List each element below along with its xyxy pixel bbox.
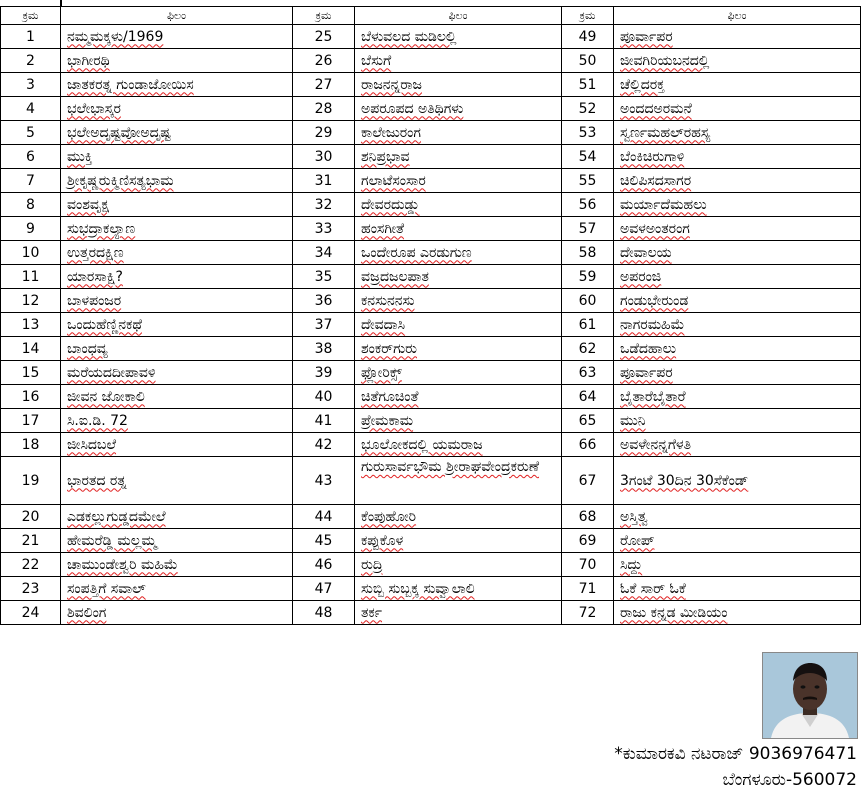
film-number: 69	[562, 529, 614, 553]
film-title-cell	[61, 145, 293, 169]
header-film: ಫಿಲಂ	[61, 7, 293, 25]
film-title: ಮರೆಯದದೀಪಾವಳಿ	[67, 364, 156, 381]
film-title: ಸುಬ್ಬಿ ಸುಬ್ಬಕ್ಕ ಸುವ್ವಾಲಾಲಿ	[361, 580, 475, 597]
film-title: ಯಾರಸಾಕ್ಷಿ?	[67, 268, 123, 285]
film-title: ಬೈತಾರೆಬೈತಾರೆ	[620, 388, 686, 405]
film-number: 30	[293, 145, 355, 169]
table-row	[1, 169, 861, 193]
film-title: ಚೆಲ್ಲಿದರಕ್ತ	[620, 76, 665, 93]
film-number: 27	[293, 73, 355, 97]
film-title: ಶಂಕರ್‌ಗುರು	[361, 340, 417, 357]
film-title-cell	[355, 265, 562, 289]
film-number: 2	[1, 49, 61, 73]
film-number: 18	[1, 433, 61, 457]
film-number: 50	[562, 49, 614, 73]
film-number: 17	[1, 409, 61, 433]
film-number: 7	[1, 169, 61, 193]
film-title: ದೇವರದುಡ್ಡು	[361, 196, 420, 213]
film-title-cell	[61, 169, 293, 193]
table-row	[1, 361, 861, 385]
film-number: 36	[293, 289, 355, 313]
film-number: 54	[562, 145, 614, 169]
film-number: 59	[562, 265, 614, 289]
table-row	[1, 457, 861, 505]
film-title: ರಾಜನನ್ನರಾಜ	[361, 76, 422, 93]
film-title-cell	[355, 337, 562, 361]
film-title: ಸಿ.ಐ.ಡಿ. 72	[67, 412, 128, 429]
film-title-cell	[614, 601, 861, 625]
film-title: ಅವಳೇನನ್ನಗೆಳತಿ	[620, 436, 692, 453]
film-title: ಗಂಡುಭೇರುಂಡ	[620, 292, 689, 309]
table-row	[1, 337, 861, 361]
film-title: ಕನಸುನನಸು	[361, 292, 415, 309]
film-title-cell	[355, 457, 562, 505]
film-number: 68	[562, 505, 614, 529]
film-title-cell	[614, 121, 861, 145]
table-row	[1, 193, 861, 217]
film-number: 8	[1, 193, 61, 217]
film-title: ನಾಗರಮಹಿಮೆ	[620, 316, 685, 333]
table-row	[1, 25, 861, 49]
film-title-cell	[61, 337, 293, 361]
film-title-cell	[61, 49, 293, 73]
film-number: 52	[562, 97, 614, 121]
author-photo	[762, 652, 858, 739]
film-title: ಅಂದದಅರಮನೆ	[620, 100, 692, 117]
film-title-cell	[614, 361, 861, 385]
table-header-row	[1, 7, 861, 25]
film-number: 10	[1, 241, 61, 265]
table-row	[1, 289, 861, 313]
film-title-cell	[355, 73, 562, 97]
film-title-cell	[61, 193, 293, 217]
film-title: ಎಡಕಲ್ಲುಗುಡ್ಡದಮೇಲೆ	[67, 508, 166, 525]
table-row	[1, 601, 861, 625]
table-row	[1, 529, 861, 553]
film-number: 65	[562, 409, 614, 433]
film-title: ನಮ್ಮಮಕ್ಕಳು/1969	[67, 28, 164, 45]
film-number: 15	[1, 361, 61, 385]
film-title-cell	[61, 313, 293, 337]
film-number: 57	[562, 217, 614, 241]
header-number: ಕ್ರಮ	[562, 7, 614, 25]
film-title: ಅವಳಅಂತರಂಗ	[620, 220, 690, 237]
film-title-cell	[355, 25, 562, 49]
film-title-cell	[355, 97, 562, 121]
film-number: 12	[1, 289, 61, 313]
film-number: 58	[562, 241, 614, 265]
film-title: ಪೂರ್ವಾಪರ	[620, 364, 673, 381]
author-credit: *ಕುಮಾರಕವಿ ನಟರಾಜ್ 9036976471	[614, 744, 857, 764]
film-title: ಗುರುಸಾರ್ವಭೌಮ ಶ್ರೀರಾಘವೇಂದ್ರಕರುಣೆ	[361, 459, 540, 475]
film-title-cell	[614, 553, 861, 577]
film-number: 28	[293, 97, 355, 121]
film-title: ಮುನಿ	[620, 412, 646, 429]
film-title-cell	[355, 169, 562, 193]
film-title-cell	[355, 313, 562, 337]
film-number: 24	[1, 601, 61, 625]
film-number: 23	[1, 577, 61, 601]
film-number: 64	[562, 385, 614, 409]
film-number: 19	[1, 457, 61, 505]
film-title: ಸುಭದ್ರಾಕಲ್ಯಾಣ	[67, 220, 136, 237]
film-title-cell	[61, 73, 293, 97]
film-number: 60	[562, 289, 614, 313]
header-number: ಕ್ರಮ	[1, 7, 61, 25]
film-number: 63	[562, 361, 614, 385]
film-number: 3	[1, 73, 61, 97]
film-number: 35	[293, 265, 355, 289]
film-title: ಅಪರೂಪದ ಅತಿಥಿಗಳು	[361, 100, 464, 117]
film-title: ಗಲಾಟೆಸಂಸಾರ	[361, 172, 426, 189]
film-number: 67	[562, 457, 614, 505]
film-number: 6	[1, 145, 61, 169]
table-row	[1, 385, 861, 409]
film-title: ಭಲೇಅದೃಷ್ಟವೋಅದೃಷ್ಟ	[67, 124, 171, 141]
film-title-cell	[355, 409, 562, 433]
film-title: ತರ್ಕ	[361, 604, 382, 621]
film-list-table	[0, 6, 861, 625]
film-title-cell	[355, 553, 562, 577]
film-title: ಸಂಪತ್ತಿಗೆ ಸವಾಲ್	[67, 580, 146, 597]
film-title: ಬಾಂಧವ್ಯ	[67, 340, 108, 357]
film-number: 72	[562, 601, 614, 625]
film-title-cell	[61, 385, 293, 409]
film-title-cell	[355, 193, 562, 217]
film-title: ಸಿದ್ದು	[620, 556, 643, 573]
film-number: 43	[293, 457, 355, 505]
film-number: 37	[293, 313, 355, 337]
header-film: ಫಿಲಂ	[614, 7, 861, 25]
film-title-cell	[614, 73, 861, 97]
film-number: 13	[1, 313, 61, 337]
film-title: ಜಾತಕರತ್ನ ಗುಂಡಾಜೋಯಿಸ	[67, 76, 194, 93]
film-title-cell	[61, 97, 293, 121]
film-title-cell	[61, 601, 293, 625]
film-title: ಹೇಮರೆಡ್ಡಿ ಮಲ್ಲಮ್ಮ	[67, 532, 157, 549]
film-number: 39	[293, 361, 355, 385]
film-number: 41	[293, 409, 355, 433]
table-row	[1, 241, 861, 265]
film-rows	[1, 25, 861, 625]
film-title: ಒಡೆದಹಾಲು	[620, 340, 677, 357]
film-title: ರೋಪ್	[620, 532, 655, 549]
table-row	[1, 49, 861, 73]
film-title-cell	[355, 217, 562, 241]
portrait-image	[763, 653, 857, 738]
film-title: ಚಿಲಿಪಿಸದಸಾಗರ	[620, 172, 692, 189]
film-number: 55	[562, 169, 614, 193]
header-number: ಕ್ರಮ	[293, 7, 355, 25]
film-title-cell	[614, 409, 861, 433]
film-title: ಶಿವಲಿಂಗ	[67, 604, 107, 621]
film-number: 31	[293, 169, 355, 193]
film-title: ರುದ್ರಿ	[361, 556, 383, 573]
film-number: 61	[562, 313, 614, 337]
film-title: ಉತ್ತರದಕ್ಷಿಣ	[67, 244, 124, 261]
film-title-cell	[61, 25, 293, 49]
film-number: 62	[562, 337, 614, 361]
film-title-cell	[355, 121, 562, 145]
film-title-cell	[614, 529, 861, 553]
film-title-cell	[61, 433, 293, 457]
film-number: 21	[1, 529, 61, 553]
film-title-cell	[355, 145, 562, 169]
film-number: 53	[562, 121, 614, 145]
table-row	[1, 433, 861, 457]
film-title-cell	[614, 217, 861, 241]
film-number: 42	[293, 433, 355, 457]
film-title-cell	[614, 577, 861, 601]
film-title: ಭೂಲೋಕದಲ್ಲಿ ಯಮರಾಜ	[361, 436, 483, 453]
film-title-cell	[61, 121, 293, 145]
film-number: 66	[562, 433, 614, 457]
table-row	[1, 313, 861, 337]
table-row	[1, 145, 861, 169]
film-number: 47	[293, 577, 355, 601]
film-title-cell	[61, 529, 293, 553]
film-title: 3ಗಂಟೆ 30ದಿನ 30ಸೆಕೆಂಡ್	[620, 472, 749, 489]
table-row	[1, 409, 861, 433]
film-title: ಒಂದೇರೂಪ ಎರಡುಗುಣ	[361, 244, 472, 261]
film-title-cell	[614, 289, 861, 313]
film-number: 16	[1, 385, 61, 409]
film-number: 26	[293, 49, 355, 73]
film-title: ಅಪರಂಜಿ	[620, 268, 662, 285]
film-title-cell	[355, 529, 562, 553]
film-title: ಪ್ರೇಮಕಾಮ	[361, 412, 414, 429]
film-title-cell	[61, 457, 293, 505]
film-title: ದೇವದಾಸಿ	[361, 316, 406, 333]
film-number: 40	[293, 385, 355, 409]
film-number: 4	[1, 97, 61, 121]
film-title: ಚಾಮುಂಡೇಶ್ವರಿ ಮಹಿಮೆ	[67, 556, 178, 573]
film-title-cell	[614, 337, 861, 361]
film-title-cell	[614, 505, 861, 529]
film-title: ಬಾಳಪಂಜರ	[67, 292, 122, 309]
film-number: 20	[1, 505, 61, 529]
film-title-cell	[355, 241, 562, 265]
film-title-cell	[614, 193, 861, 217]
film-number: 9	[1, 217, 61, 241]
table-row	[1, 553, 861, 577]
film-title: ಹಂಸಗೀತೆ	[361, 220, 405, 237]
film-title: ಕೆಂಪುಹೋರಿ	[361, 508, 417, 525]
film-title-cell	[61, 289, 293, 313]
film-number: 5	[1, 121, 61, 145]
film-number: 49	[562, 25, 614, 49]
film-title-cell	[61, 577, 293, 601]
table-row	[1, 505, 861, 529]
film-number: 33	[293, 217, 355, 241]
film-title-cell	[355, 433, 562, 457]
film-number: 56	[562, 193, 614, 217]
film-number: 70	[562, 553, 614, 577]
film-number: 14	[1, 337, 61, 361]
film-title: ಬೆಳುವಲದ ಮಡಿಲಲ್ಲಿ	[361, 28, 457, 45]
film-title-cell	[614, 145, 861, 169]
film-title: ಭಲೇಭಾಸ್ಕರ	[67, 100, 121, 117]
film-number: 44	[293, 505, 355, 529]
film-title: ಶ್ರೀಕೃಷ್ಣರುಕ್ಮಿಣಿಸತ್ಯಭಾಮ	[67, 172, 174, 189]
film-title-cell	[61, 265, 293, 289]
film-title-cell	[614, 49, 861, 73]
film-number: 32	[293, 193, 355, 217]
film-title: ಜೀವಗಿರಿಯಬನದಲ್ಲಿ	[620, 52, 710, 69]
film-title-cell	[61, 553, 293, 577]
table-row	[1, 73, 861, 97]
film-title-cell	[355, 385, 562, 409]
film-title-cell	[355, 505, 562, 529]
film-title-cell	[614, 241, 861, 265]
film-number: 11	[1, 265, 61, 289]
author-city: ಬೆಂಗಳೂರು-560072	[722, 770, 857, 790]
film-title: ರಾಜು ಕನ್ನಡ ಮೀಡಿಯಂ	[620, 604, 728, 621]
film-number: 38	[293, 337, 355, 361]
film-title: ಮರ್ಯಾದೆಮಹಲು	[620, 196, 707, 213]
film-title: ಪೂರ್ವಾಪರ	[620, 28, 673, 45]
table-row	[1, 265, 861, 289]
film-title: ಶನಿಪ್ರಭಾವ	[361, 148, 410, 165]
film-number: 1	[1, 25, 61, 49]
film-title: ಫ್ಲೋರಿಕ್ಸ್	[361, 364, 402, 381]
film-number: 34	[293, 241, 355, 265]
film-title-cell	[614, 265, 861, 289]
film-title: ಒಂದುಹೆಣ್ಣಿನಕಥೆ	[67, 316, 142, 333]
film-title-cell	[614, 169, 861, 193]
film-title-cell	[614, 385, 861, 409]
film-title-cell	[355, 361, 562, 385]
film-title-cell	[355, 577, 562, 601]
film-title-cell	[61, 217, 293, 241]
table-row	[1, 97, 861, 121]
film-title: ದೇವಾಲಯ	[620, 244, 672, 261]
film-number: 71	[562, 577, 614, 601]
film-title-cell	[614, 25, 861, 49]
table-row	[1, 121, 861, 145]
film-title-cell	[614, 433, 861, 457]
film-title-cell	[355, 601, 562, 625]
film-title: ಅಸ್ತಿತ್ವ	[620, 508, 648, 525]
film-title: ಕಾಲೇಜುರಂಗ	[361, 124, 421, 141]
film-number: 45	[293, 529, 355, 553]
film-title-cell	[355, 289, 562, 313]
film-title: ಸ್ವರ್ಣಮಹಲ್‌ರಹಸ್ಯ	[620, 124, 711, 141]
film-title-cell	[61, 241, 293, 265]
film-title: ಭಾಗೀರಥಿ	[67, 52, 110, 69]
film-title: ಮುಕ್ತಿ	[67, 148, 93, 165]
film-title: ವಂಶವೃಕ್ಷ	[67, 196, 109, 213]
film-number: 29	[293, 121, 355, 145]
film-number: 22	[1, 553, 61, 577]
film-title: ಜೀಸಿದಬಲೆ	[67, 436, 117, 453]
film-title: ಕಪ್ಪುಕೊಳ	[361, 532, 404, 549]
film-title-cell	[614, 457, 861, 505]
film-number: 48	[293, 601, 355, 625]
film-title: ಬೆಸುಗೆ	[361, 52, 392, 69]
film-title: ಓಕೆ ಸಾರ್ ಓಕೆ	[620, 580, 686, 597]
film-title-cell	[355, 49, 562, 73]
film-title: ಬೆಂಕಿಚಿರುಗಾಳಿ	[620, 148, 685, 165]
film-title-cell	[61, 361, 293, 385]
film-number: 46	[293, 553, 355, 577]
film-number: 51	[562, 73, 614, 97]
film-title-cell	[614, 97, 861, 121]
film-number: 25	[293, 25, 355, 49]
film-title-cell	[614, 313, 861, 337]
film-title: ಭಾರತದ ರತ್ನ	[67, 472, 127, 489]
table-row	[1, 217, 861, 241]
film-title: ಚಿತೆಗೂಚಿಂತೆ	[361, 388, 419, 405]
table-row	[1, 577, 861, 601]
film-title-cell	[61, 409, 293, 433]
film-title: ಜೀವನ ಜೋಕಾಲಿ	[67, 388, 145, 405]
film-title-cell	[61, 505, 293, 529]
header-film: ಫಿಲಂ	[355, 7, 562, 25]
film-title: ವಜ್ರದಜಲಪಾತ	[361, 268, 429, 285]
